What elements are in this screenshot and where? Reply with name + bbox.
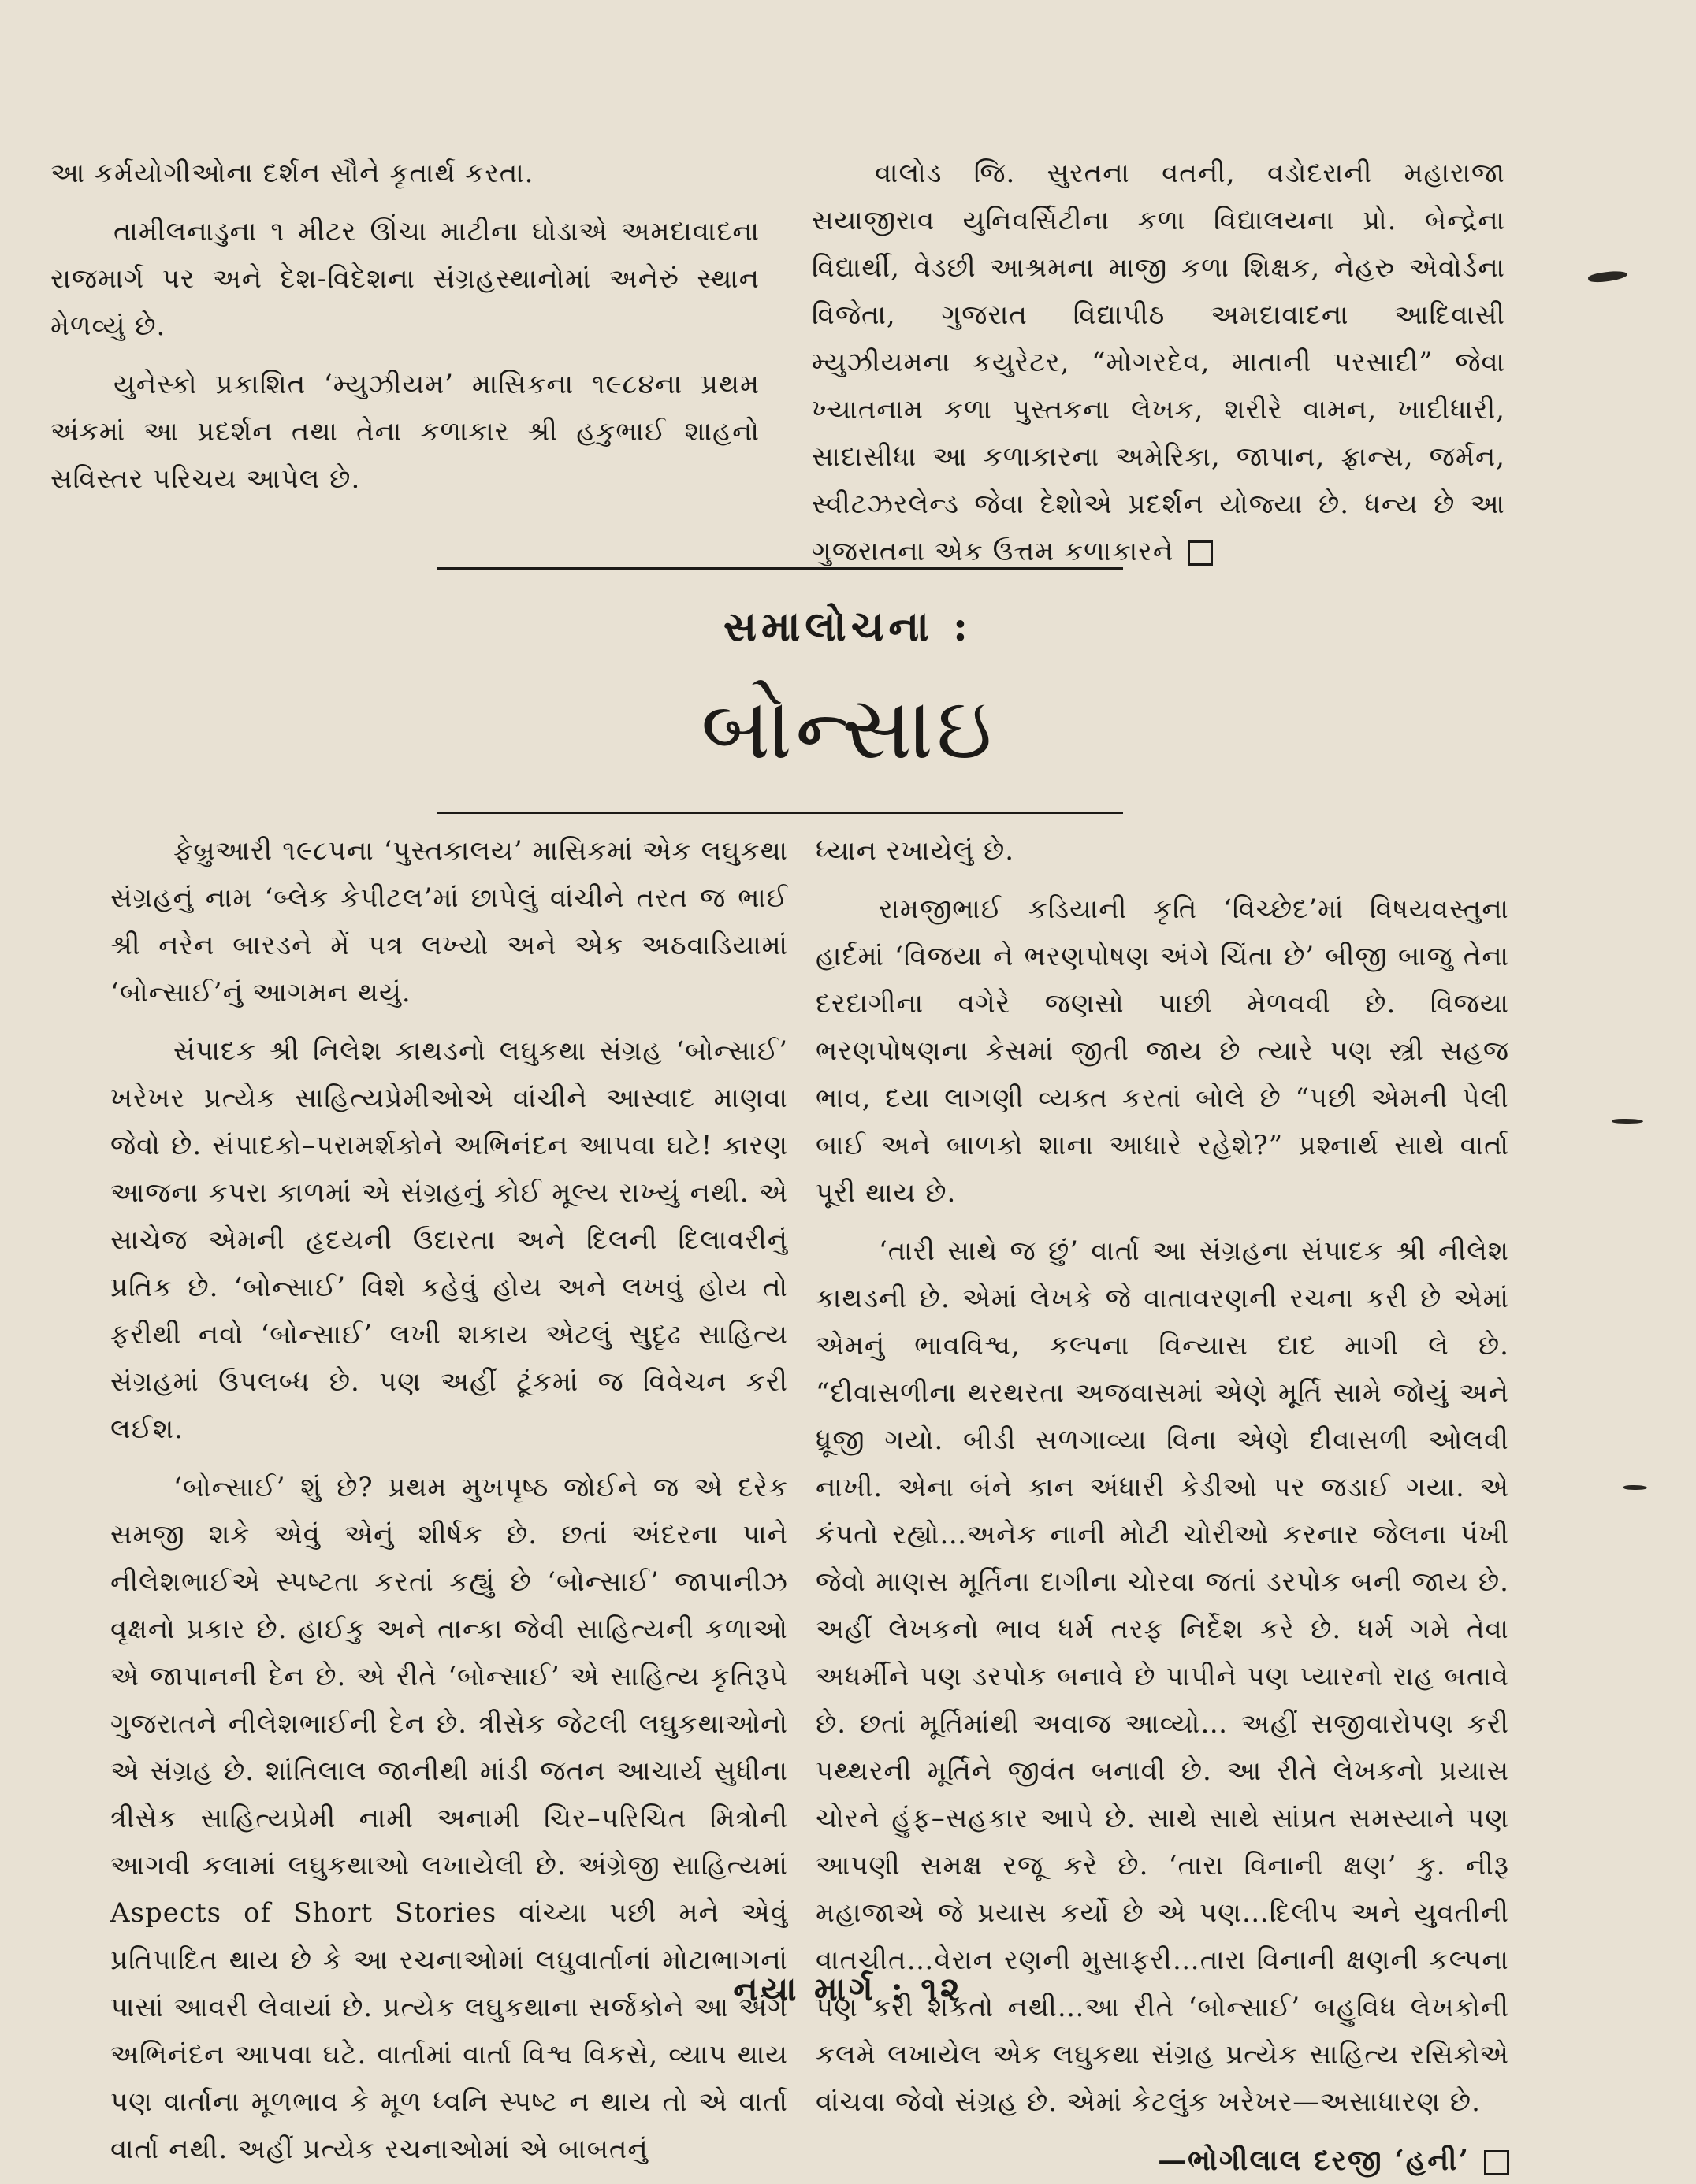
paragraph: આ કર્મયોગીઓના દર્શન સૌને કૃતાર્થ કરતા.	[50, 158, 534, 189]
author-signature	[816, 2137, 1509, 2184]
top-right-column	[812, 150, 1505, 586]
end-mark-icon	[1188, 540, 1213, 566]
paragraph: ધ્યાન રખાયેલું છે.	[816, 835, 1015, 867]
article-title: બોન્સાઇ	[701, 678, 995, 778]
paragraph: ‘બોન્સાઈ’ શું છે? પ્રથમ મુખપૃષ્ઠ જોઈને જ એ દરેક સમજી શકે એવું એનું શીર્ષક છે. છતાં અંદરના પાને નીલેશભાઈએ સ્પષ્ટતા કરતાં કહ્યું છે ‘બોન્સાઈ’ જાપાનીઝ વૃક્ષનો પ્રકાર છે. હાઈકુ અને તાન્કા જેવી સાહિત્યની કળાઓ એ જાપાનની દેન છે. એ રીતે ‘બોન્સાઈ’ એ સાહિત્ય કૃતિરૂપે ગુજરાતને નીલેશભાઈની દેન છે. ત્રીસેક જેટલી લઘુકથાઓનો એ સંગ્રહ છે. શાંતિલાલ જાનીથી માંડી જતન આચાર્ય સુધીના ત્રીસેક સાહિત્યપ્રેમી નામી અનામી ચિર–પરિચિત મિત્રોની આગવી કલામાં લઘુકથાઓ લખાયેલી છે. અંગ્રેજી સાહિત્યમાં Aspects of Short Stories વાંચ્યા પછી મને એવું પ્રતિપાદિત થાય છે કે આ રચનાઓમાં લઘુવાર્તાનાં મોટાભાગનાં પાસાં આવરી લેવાયાં છે. પ્રત્યેક લઘુકથાના સર્જકોને આ અંગે અભિનંદન આપવા ઘટે. વાર્તામાં વાર્તા વિશ્વ વિકસે, વ્યાપ થાય પણ વાર્તાના મૂળભાવ કે મૂળ ધ્વનિ સ્પષ્ટ ન થાય તો એ વાર્તા વાર્તા નથી. અહીં પ્રત્યેક રચનાઓમાં એ બાબતનું	[110, 1472, 788, 2165]
paper-tear-mark	[1623, 1485, 1647, 1490]
end-mark-icon	[1484, 2150, 1509, 2175]
paragraph-text: વાલોડ જિ. સુરતના વતની, વડોદરાની મહારાજા સયાજીરાવ યુનિવર્સિટીના કળા વિદ્યાલયના પ્રો. બેન્દ્રેના વિદ્યાર્થી, વેડછી આશ્રમના માજી કળા શિક્ષક, નેહરુ એવોર્ડના વિજેતા, ગુજરાત વિદ્યાપીઠ અમદાવાદના આદિવાસી મ્યુઝીયમના કયુરેટર, “મોગરદેવ, માતાની પરસાદી” જેવા ખ્યાતનામ કળા પુસ્તકના લેખક, શરીરે વામન, ખાદીધારી, સાદાસીધા આ કળાકારના અમેરિકા, જાપાન, ફ્રાન્સ, જર્મન, સ્વીટઝરલેન્ડ જેવા દેશોએ પ્રદર્શન યોજ્યા છે. ધન્ય છે આ ગુજરાતના એક ઉત્તમ કળાકારને	[812, 158, 1505, 567]
paper-tear-mark	[1587, 269, 1627, 284]
paper-tear-mark	[1612, 1119, 1643, 1124]
paragraph	[812, 150, 1505, 575]
paragraph: યુનેસ્કો પ્રકાશિત ‘મ્યુઝીયમ’ માસિકના ૧૯૮૪ના પ્રથમ અંકમાં આ પ્રદર્શન તથા તેના કળાકાર શ્રી હકુભાઈ શાહનો સવિસ્તર પરિચય આપેલ છે.	[50, 369, 760, 495]
page-footer: નયા માર્ગ : ૧૨	[733, 1970, 963, 2008]
divider-top	[437, 567, 1123, 570]
paragraph: રામજીભાઈ કડિયાની કૃતિ ‘વિચ્છેદ’માં વિષયવસ્તુના હાર્દમાં ‘વિજયા ને ભરણપોષણ અંગે ચિંતા છે’ બીજી બાજુ તેના દરદાગીના વગેરે જણસો પાછી મેળવવી છે. વિજયા ભરણપોષણના કેસમાં જીતી જાય છે ત્યારે પણ સ્ત્રી સહજ ભાવ, દયા લાગણી વ્યક્ત કરતાં બોલે છે “પછી એમની પેલી બાઈ અને બાળકો શાના આધારે રહેશે?” પ્રશ્નાર્થ સાથે વાર્તા પૂરી થાય છે.	[816, 893, 1509, 1209]
signature-text: —ભોગીલાલ દરજી ‘હની’	[1158, 2144, 1470, 2177]
paragraph: ફેબ્રુઆરી ૧૯૮૫ના ‘પુસ્તકાલય’ માસિકમાં એક લઘુકથા સંગ્રહનું નામ ‘બ્લેક કેપીટલ’માં છાપેલું વાંચીને તરત જ ભાઈ શ્રી નરેન બારડને મેં પત્ર લખ્યો અને એક અઠવાડિયામાં ‘બોન્સાઈ’નું આગમન થયું.	[110, 835, 788, 1008]
section-label: સમાલોચના :	[723, 603, 973, 651]
paragraph: તામીલનાડુના ૧ મીટર ઊંચા માટીના ઘોડાએ અમદાવાદના રાજમાર્ગ પર અને દેશ-વિદેશના સંગ્રહસ્થાનોમાં અનેરું સ્થાન મેળવ્યું છે.	[50, 216, 760, 342]
top-left-column	[50, 150, 760, 514]
paragraph: ‘તારી સાથે જ છું’ વાર્તા આ સંગ્રહના સંપાદક શ્રી નીલેશ કાથડની છે. એમાં લેખકે જે વાતાવરણની રચના કરી છે એમાં એમનું ભાવવિશ્વ, કલ્પના વિન્યાસ દાદ માગી લે છે. “દીવાસળીના થરથરતા અજવાસમાં એણે મૂર્તિ સામે જોયું અને ધ્રૂજી ગયો. બીડી સળગાવ્યા વિના એણે દીવાસળી ઓલવી નાખી. એના બંને કાન અંધારી કેડીઓ પર જડાઈ ગયા. એ કંપતો રહ્યો…અનેક નાની મોટી ચોરીઓ કરનાર જેલના પંખી જેવો માણસ મૂર્તિના દાગીના ચોરવા જતાં ડરપોક બની જાય છે. અહીં લેખકનો ભાવ ધર્મ તરફ નિર્દેશ કરે છે. ધર્મ ગમે તેવા અધર્મીને પણ ડરપોક બનાવે છે પાપીને પણ પ્યારનો રાહ બતાવે છે. છતાં મૂર્તિમાંથી અવાજ આવ્યો… અહીં સજીવારોપણ કરી પથ્થરની મૂર્તિને જીવંત બનાવી છે. આ રીતે લેખકનો પ્રયાસ ચોરને હુંફ–સહકાર આપે છે. સાથે સાથે સાંપ્રત સમસ્યાને પણ આપણી સમક્ષ રજૂ કરે છે. ‘તારા વિનાની ક્ષણ’ કુ. નીરૂ મહાજાએ જે પ્રયાસ કર્યો છે એ પણ…દિલીપ અને યુવતીની વાતચીત…વેરાન રણની મુસાફરી…તારા વિનાની ક્ષણની કલ્પના પણ કરી શકતો નથી…આ રીતે ‘બોન્સાઈ’ બહુવિધ લેખકોની કલમે લખાયેલ એક લઘુકથા સંગ્રહ પ્રત્યેક સાહિત્ય રસિકોએ વાંચવા જેવો સંગ્રહ છે. એમાં કેટલુંક ખરેખર—અસાધારણ છે.	[816, 1235, 1509, 2118]
divider-bottom	[437, 812, 1123, 814]
paragraph: સંપાદક શ્રી નિલેશ કાથડનો લઘુકથા સંગ્રહ ‘બોન્સાઈ’ ખરેખર પ્રત્યેક સાહિત્યપ્રેમીઓએ વાંચીને આસ્વાદ માણવા જેવો છે. સંપાદકો–પરામર્શકોને અભિનંદન આપવા ઘટે! કારણ આજના કપરા કાળમાં એ સંગ્રહનું કોઈ મૂલ્ય રાખ્યું નથી. એ સાચેજ એમની હૃદયની ઉદારતા અને દિલની દિલાવરીનું પ્રતિક છે. ‘બોન્સાઈ’ વિશે કહેવું હોય અને લખવું હોય તો ફરીથી નવો ‘બોન્સાઈ’ લખી શકાય એટલું સુદૃઢ સાહિત્ય સંગ્રહમાં ઉપલબ્ધ છે. પણ અહીં ટૂંકમાં જ વિવેચન કરી લઈશ.	[110, 1035, 788, 1445]
